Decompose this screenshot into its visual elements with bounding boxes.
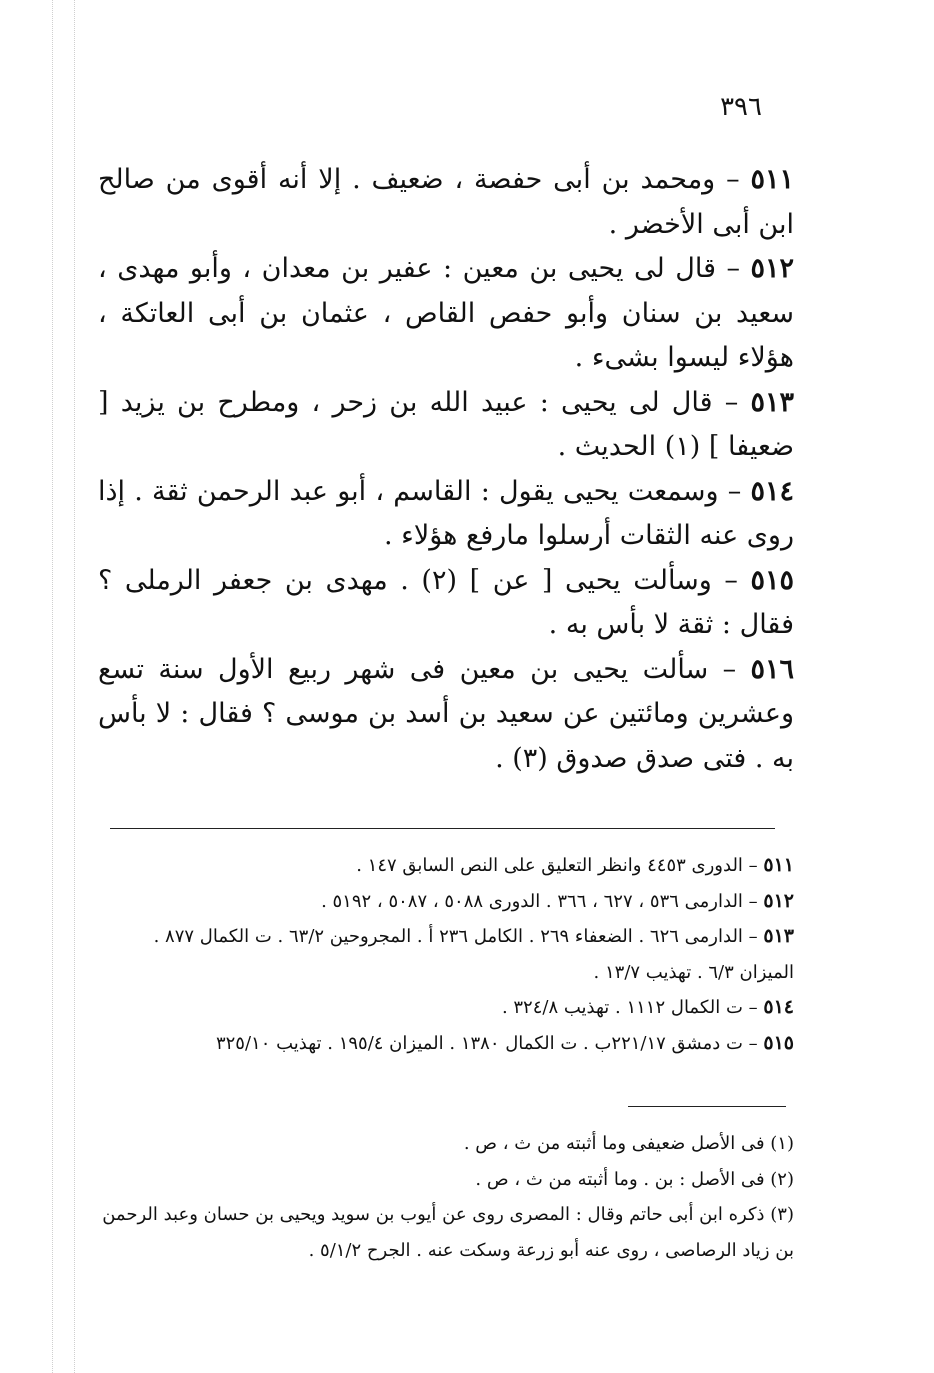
entry-512: [98, 247, 794, 381]
page-number: ٣٩٦: [720, 92, 762, 122]
entry-number: ٥١٤: [750, 475, 794, 507]
reference-514: [98, 990, 794, 1026]
entry-text: – ومحمد بن أبى حفصة ، ضعيف . إلا أنه أقوى من صالح ابن أبى الأخضر .: [98, 164, 794, 240]
main-text: [98, 158, 794, 781]
scan-guide-line: [52, 0, 53, 1373]
reference-text: – الدارمى ٥٣٦ ، ٦٢٧ ، ٣٦٦ . الدورى ٥٠٨٨ ، ٥٠٨٧ ، ٥١٩٢ .: [321, 890, 764, 912]
reference-number: ٥١٣: [763, 925, 794, 947]
entry-text: – قال لى يحيى : عبيد الله بن زحر ، ومطرح بن يزيد [ ضعيفا ] (١) الحديث .: [98, 386, 794, 462]
reference-511: [98, 848, 794, 884]
entry-514: [98, 470, 794, 559]
reference-512: [98, 884, 794, 920]
reference-text: – الدورى ٤٤٥٣ وانظر التعليق على النص السابق ١٤٧ .: [356, 855, 764, 876]
entry-515: [98, 559, 794, 648]
entry-513: [98, 381, 794, 470]
entry-text: – قال لى يحيى بن معين : عفير بن معدان ، وأبو مهدى ، سعيد بن سنان وأبو حفص القاص ، عثمان بن أبى العاتكة ، هؤلاء ليسوا بشىء .: [98, 253, 794, 373]
entry-number: ٥١٢: [750, 253, 794, 284]
entry-number: ٥١٦: [750, 653, 794, 685]
reference-number: ٥١٢: [763, 889, 794, 912]
reference-number: ٥١٤: [763, 996, 794, 1018]
footnote-1: (١) فى الأصل ضعيفى وما أثبته من ث ، ص .: [463, 1133, 794, 1154]
scan-guide-line: [74, 0, 75, 1373]
entry-text: – سألت يحيى بن معين فى شهر ربيع الأول سنة تسع وعشرين ومائتين عن سعيد بن أسد بن موسى ؟ فقال : لا بأس به . فتى صدق صدوق (٣) .: [98, 653, 794, 774]
entry-text: – وسألت يحيى [ عن ] (٢) . مهدى بن جعفر الرملى ؟ فقال : ثقة لا بأس به .: [98, 564, 794, 640]
reference-number: ٥١١: [763, 854, 794, 876]
reference-text: – ت دمشق ٢٢١/١٧ب . ت الكمال ١٣٨٠ . الميزان ١٩٥/٤ . تهذيب ٣٢٥/١٠: [215, 1032, 764, 1054]
reference-text: – الدارمى ٦٢٦ . الضعفاء ٢٦٩ . الكامل ٢٣٦ أ . المجروحين ٦٣/٢ . ت الكمال ٨٧٧ . الميزان ٦/٣ . تهذيب ١٣/٧ .: [153, 926, 794, 983]
entry-text: – وسمعت يحيى يقول : القاسم ، أبو عبد الرحمن ثقة . إذا روى عنه الثقات أرسلوا مارفع هؤلاء .: [98, 475, 794, 551]
entry-511: [98, 158, 794, 247]
reference-text: – ت الكمال ١١١٢ . تهذيب ٣٢٤/٨ .: [501, 997, 764, 1018]
entry-number: ٥١٣: [750, 386, 794, 418]
footnotes: [98, 1126, 794, 1268]
footnote-divider: [628, 1106, 786, 1107]
entry-number: ٥١٥: [750, 564, 794, 596]
source-references: [98, 848, 794, 1061]
reference-513: [98, 919, 794, 990]
entry-516: [98, 648, 794, 782]
reference-number: ٥١٥: [763, 1031, 794, 1054]
footnote-2: (٢) فى الأصل : بن . وما أثبته من ث ، ص .: [475, 1168, 794, 1190]
footnote-3: (٣) ذكره ابن أبى حاتم وقال : المصرى روى عن أيوب بن سويد ويحيى بن حسان وعبد الرحمن بن زياد الرصاصى ، روى عنه أبو زرعة وسكت عنه . الجرح ٥/١/٢ .: [102, 1204, 794, 1261]
main-text-divider: [110, 828, 775, 829]
reference-515: [98, 1026, 794, 1062]
entry-number: ٥١١: [750, 164, 794, 195]
